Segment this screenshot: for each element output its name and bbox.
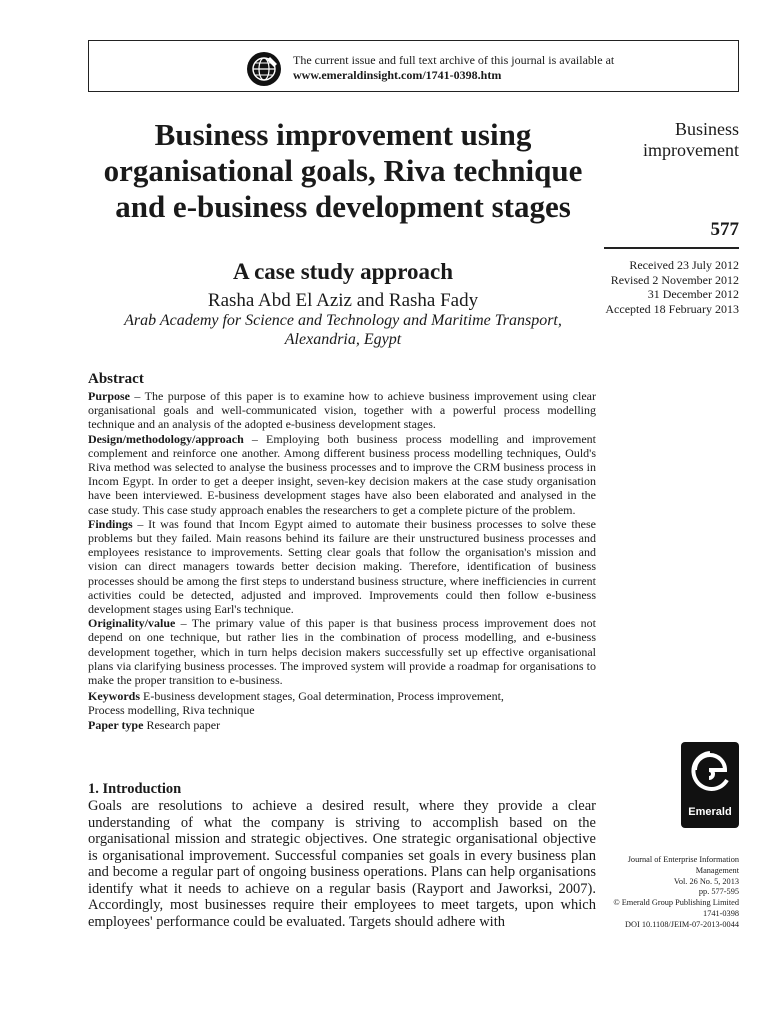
paper-type-label: Paper type bbox=[88, 717, 144, 732]
journal-info-line: Management bbox=[695, 865, 739, 875]
abstract-paper-type bbox=[88, 718, 596, 732]
originality-label: Originality/value bbox=[88, 616, 176, 631]
abstract-keywords bbox=[88, 689, 596, 717]
purpose-text: – The purpose of this paper is to examine how to achieve business improvement using clear organisational goals and well-communicated vision, together with a powerful process modelling technique and an analysis of the adopted e-business development stages. bbox=[88, 389, 596, 432]
article-history bbox=[590, 258, 739, 316]
history-line: 31 December 2012 bbox=[647, 287, 739, 302]
article-title: Business improvement using organisational goals, Riva technique and e-business development stages bbox=[103, 117, 583, 224]
access-notice-text: The current issue and full text archive of this journal is available at bbox=[293, 53, 615, 67]
findings-label: Findings bbox=[88, 516, 133, 531]
keywords-label: Keywords bbox=[88, 689, 140, 704]
logo-wordmark: Emerald bbox=[688, 806, 732, 818]
originality-text: – The primary value of this paper is that business process improvement does not depend on one technique, but rather lies in the combination of process modelling, and e-business development together, which in turn helps decision makers successfully set up effective organisational plans via clarifying business processes. The improved system will provide a roadmap for organisations to make the proper transition to e-business. bbox=[88, 616, 596, 688]
emerald-logo bbox=[681, 742, 739, 828]
journal-info-line: pp. 577-595 bbox=[698, 887, 739, 897]
abstract-purpose bbox=[88, 389, 596, 432]
section-title-line: improvement bbox=[643, 140, 739, 160]
page-number: 577 bbox=[710, 219, 739, 240]
section-heading: 1. Introduction bbox=[88, 781, 182, 797]
article-subtitle: A case study approach bbox=[232, 259, 454, 284]
introduction-text: Goals are resolutions to achieve a desired result, where they provide a clear understanding of what the company is striving to accomplish based on the organisational mission and strategic objectives. One strategic organisational objective is organisational improvement. Successful companies set goals in every business plan and become a regular part of ongoing business operations. Plans can help organisations identify what it needs to achieve on a regular basis (Rayport and Jaworksi, 2007). Accordingly, most businesses require their employees to meet targets, upon which employees' performance could be evaluated. Targets should adhere with bbox=[88, 798, 596, 930]
abstract-findings bbox=[88, 517, 596, 616]
article-authors: Rasha Abd El Aziz and Rasha Fady bbox=[207, 290, 479, 311]
journal-info-line: 1741-0398 bbox=[703, 908, 739, 918]
journal-info-line: Journal of Enterprise Information bbox=[627, 855, 739, 864]
journal-info-line: Vol. 26 No. 5, 2013 bbox=[673, 876, 739, 886]
abstract-heading: Abstract bbox=[88, 371, 144, 387]
section-title-line: Business bbox=[674, 119, 739, 139]
abstract-design bbox=[88, 432, 596, 517]
keywords-text: E-business development stages, Goal determination, Process improvement, bbox=[140, 689, 504, 704]
affiliation-line: Alexandria, Egypt bbox=[284, 331, 402, 348]
paper-type-text: Research paper bbox=[143, 717, 221, 732]
author-affiliation bbox=[100, 311, 586, 349]
journal-citation-info bbox=[604, 855, 739, 931]
abstract-body bbox=[88, 389, 596, 732]
findings-text: – It was found that Incom Egypt aimed to automate their business processes to solve these problems but they failed. Main reasons behind its failure are their unstructured business processes and employees resistance to improvements. Setting clear goals that follow the organisation's mission and vision can direct managers towards better decision making. Therefore, identification of business processes should be among the first steps to understand business structure, where inefficiencies in current activities could be detected, adjusted and improved. Improvements could then follow e-business development stages using Earl's technique. bbox=[88, 516, 596, 617]
journal-info-line: DOI 10.1108/JEIM-07-2013-0044 bbox=[625, 919, 739, 929]
globe-icon bbox=[246, 51, 282, 87]
design-text: – Employing both business process modelling and improvement complement and reinforce one another. Among different business process modelling techniques, Ould's Riva method was selected to analyse the business processes and to improve the CRM business process in Incom Egypt. In order to get a deeper insight, seven-key decision makers at the case study organisation have been interviewed. E-business development stages have also been elaborated and analysed in the case study. This case study approach enables the researchers to get a complete picture of the problem. bbox=[88, 431, 596, 517]
margin-divider bbox=[604, 247, 739, 249]
abstract-originality bbox=[88, 616, 596, 687]
history-line: Accepted 18 February 2013 bbox=[605, 301, 739, 316]
purpose-label: Purpose bbox=[88, 389, 130, 403]
keywords-text: Process modelling, Riva technique bbox=[88, 703, 255, 718]
emerald-e-icon bbox=[681, 742, 739, 806]
affiliation-line: Arab Academy for Science and Technology and Maritime Transport, bbox=[124, 312, 562, 329]
journal-url-link[interactable]: www.emeraldinsight.com/1741-0398.htm bbox=[293, 68, 502, 82]
journal-info-line: © Emerald Group Publishing Limited bbox=[613, 898, 739, 908]
history-line: Revised 2 November 2012 bbox=[610, 272, 739, 287]
running-section-title bbox=[600, 119, 739, 161]
history-line: Received 23 July 2012 bbox=[629, 258, 739, 272]
design-label: Design/methodology/approach bbox=[88, 431, 244, 446]
